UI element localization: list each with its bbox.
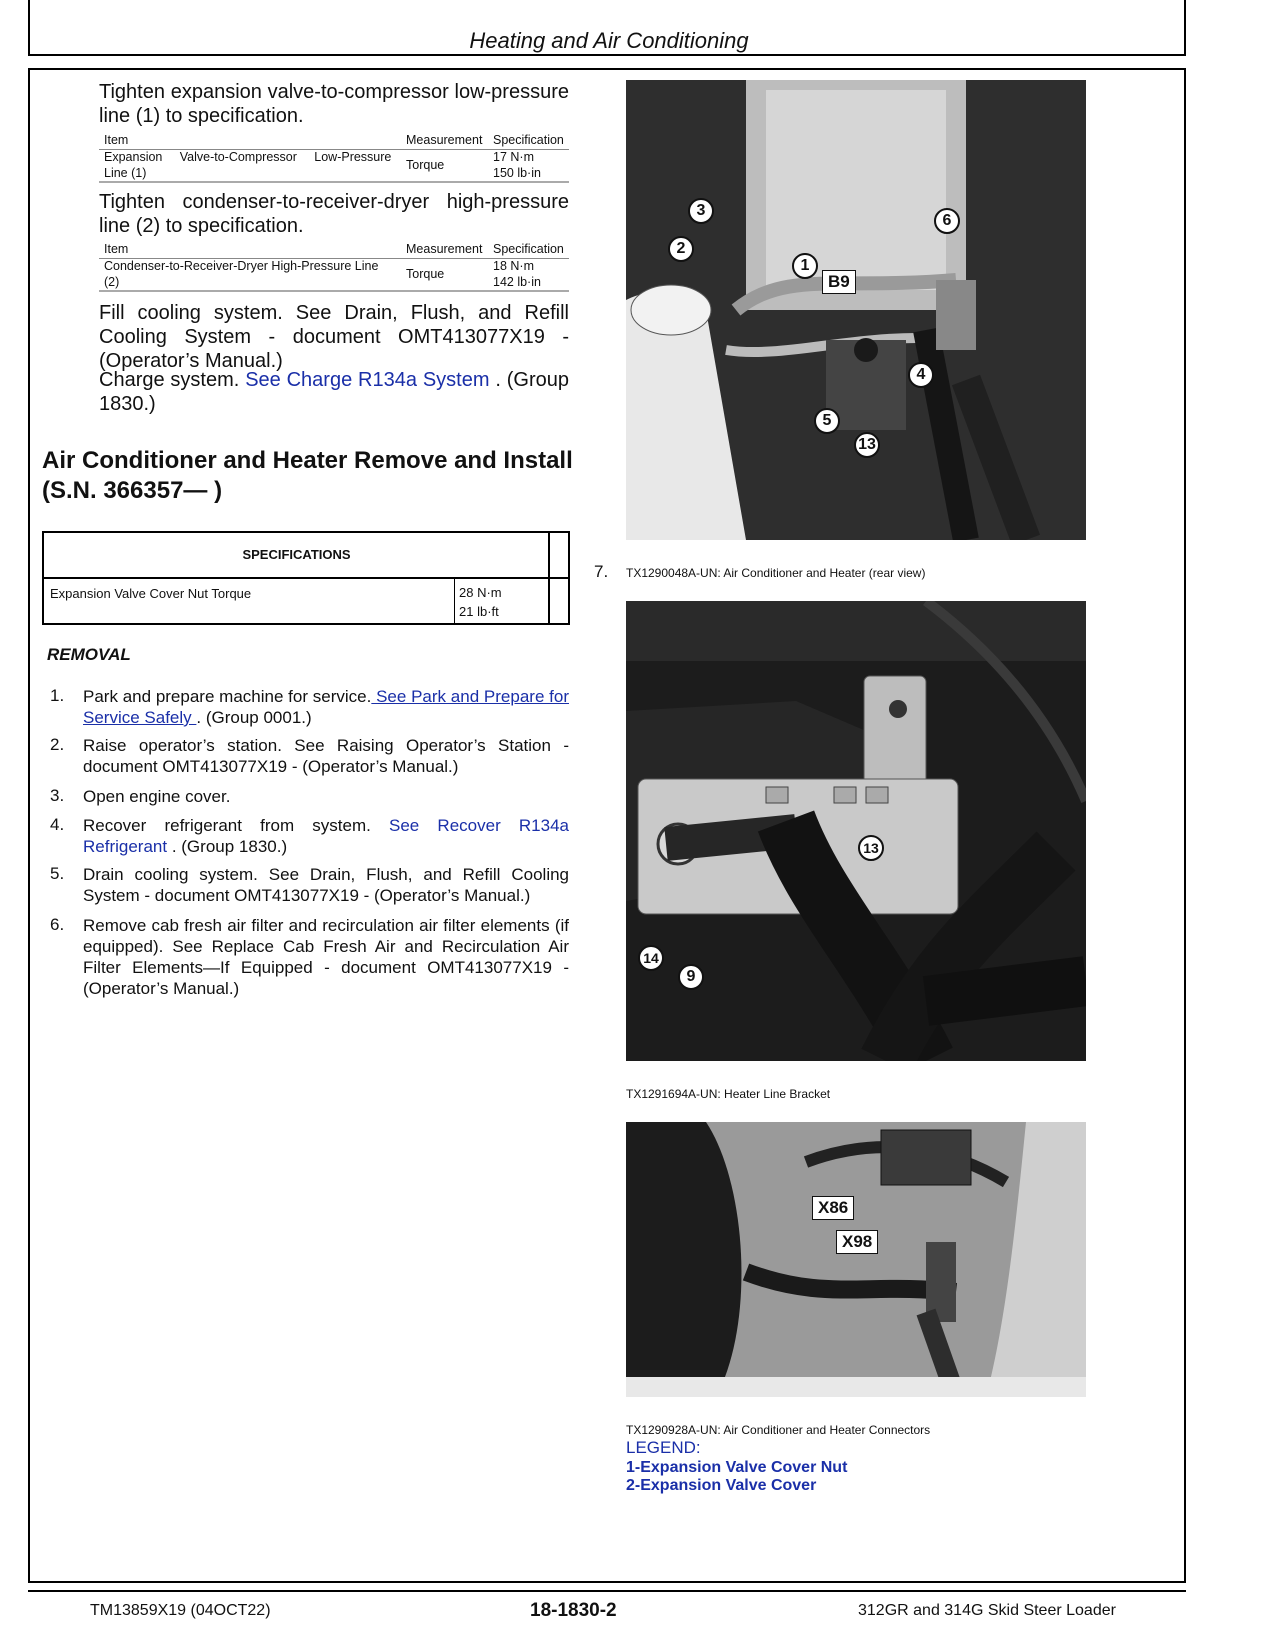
callout-5: 5 xyxy=(814,408,840,434)
label-b9: B9 xyxy=(822,270,856,294)
legend-item: 2-Expansion Valve Cover xyxy=(626,1477,817,1494)
table-cell-item: Expansion Valve-to-Compressor Low-Pressure xyxy=(104,150,392,164)
step-number: 6. xyxy=(50,915,65,934)
callout-6: 6 xyxy=(934,208,960,234)
table-cell-item-2: (2) xyxy=(104,275,120,289)
step-number: 4. xyxy=(50,815,65,834)
table-cell-item: Condenser-to-Receiver-Dryer High-Pressure Line xyxy=(104,259,379,273)
step-text: Recover refrigerant from system. xyxy=(83,816,371,835)
figure-2-caption: TX1291694A-UN: Heater Line Bracket xyxy=(626,1087,831,1101)
table-cell-spec-imperial: 150 lb·in xyxy=(493,166,541,180)
step-number: 3. xyxy=(50,786,65,805)
section-title-line-2: (S.N. 366357— ) xyxy=(42,477,223,504)
paragraph-text: Charge system. xyxy=(99,369,240,391)
photo-illustration xyxy=(626,1122,1086,1397)
table-cell-measurement: Torque xyxy=(406,267,445,281)
park-and-prepare-link[interactable]: See Park and Prepare for Service Safely xyxy=(83,687,569,727)
callout-14: 14 xyxy=(638,945,664,971)
table-header-specification: Specification xyxy=(493,242,564,256)
callout-13: 13 xyxy=(854,432,880,458)
table-divider xyxy=(454,577,455,623)
step-number: 7. xyxy=(594,562,609,581)
section-title-line-1: Air Conditioner and Heater Remove and Install xyxy=(42,447,573,474)
table-rule-bottom xyxy=(99,181,569,183)
connector-label-x86: X86 xyxy=(812,1196,854,1220)
table-header-item: Item xyxy=(104,242,129,256)
table-cell-item-2: Line (1) xyxy=(104,166,147,180)
figure-1-caption: TX1290048A-UN: Air Conditioner and Heater (rear view) xyxy=(626,566,926,580)
intro-paragraph-3: Fill cooling system. See Drain, Flush, and Refill Cooling System - document OMT413077X19 - (Operator’s Manual.) xyxy=(99,302,569,372)
callout-4: 4 xyxy=(908,362,934,388)
product-name: 312GR and 314G Skid Steer Loader xyxy=(858,1602,1116,1619)
ac-heater-rear-view-photo xyxy=(626,80,1086,540)
intro-paragraph-2: Tighten condenser-to-receiver-dryer high-pressure line (2) to specification. xyxy=(99,191,569,237)
callout-2: 2 xyxy=(668,236,694,262)
photo-illustration xyxy=(626,80,1086,540)
step-2: Raise operator’s station. See Raising Operator’s Station - document OMT413077X19 - (Operator’s Manual.) xyxy=(83,736,569,776)
callout-13: 13 xyxy=(858,835,884,861)
callout-9: 9 xyxy=(678,964,704,990)
step-text: Park and prepare machine for service. xyxy=(83,687,372,706)
step-number: 5. xyxy=(50,864,65,883)
table-cell-spec-metric: 17 N·m xyxy=(493,150,534,164)
specifications-table xyxy=(42,531,570,625)
connector-label-x98: X98 xyxy=(836,1230,878,1254)
step-text: . (Group 1830.) xyxy=(171,837,288,856)
section-title xyxy=(42,446,573,506)
table-rule-bottom xyxy=(99,290,569,292)
charge-system-link[interactable]: See Charge R134a System xyxy=(245,369,490,391)
document-id: TM13859X19 (04OCT22) xyxy=(90,1602,271,1619)
step-5: Drain cooling system. See Drain, Flush, and Refill Cooling System - document OMT413077X19 - (Operator’s Manual.) xyxy=(83,865,569,905)
step-number: 1. xyxy=(50,686,65,705)
page-title: Heating and Air Conditioning xyxy=(469,28,749,53)
step-3: Open engine cover. xyxy=(83,787,231,806)
recover-refrigerant-link[interactable]: See Recover R134a Refrigerant xyxy=(83,816,569,856)
legend-heading: LEGEND: xyxy=(626,1438,701,1457)
heater-line-bracket-photo xyxy=(626,601,1086,1061)
step-6: Remove cab fresh air filter and recirculation air filter elements (if equipped). See Replace Cab Fresh Air and Recirculation Air Filter Elements—If Equipped - document OMT413077X19 - (Operator’s Manual.) xyxy=(83,916,569,998)
specifications-header: SPECIFICATIONS xyxy=(242,547,351,562)
spec-value-metric: 28 N·m xyxy=(459,585,502,600)
removal-heading: REMOVAL xyxy=(47,645,131,664)
table-header-item: Item xyxy=(104,133,129,147)
table-cell-spec-metric: 18 N·m xyxy=(493,259,534,273)
spec-row-label: Expansion Valve Cover Nut Torque xyxy=(50,586,252,601)
step-number: 2. xyxy=(50,735,65,754)
photo-illustration xyxy=(626,601,1086,1061)
torque-table-1 xyxy=(99,133,569,183)
spec-value-imperial: 21 lb·ft xyxy=(459,604,499,619)
table-header-measurement: Measurement xyxy=(406,133,483,147)
table-header-measurement: Measurement xyxy=(406,242,483,256)
step-text: . (Group 0001.) xyxy=(196,708,312,727)
step-1 xyxy=(83,686,569,728)
step-4 xyxy=(83,815,569,857)
figure-3-caption: TX1290928A-UN: Air Conditioner and Heater Connectors xyxy=(626,1423,931,1437)
table-cell-measurement: Torque xyxy=(406,158,445,172)
callout-3: 3 xyxy=(688,198,714,224)
table-divider xyxy=(44,577,568,579)
intro-paragraph-4 xyxy=(99,368,569,416)
ac-heater-connectors-photo xyxy=(626,1122,1086,1397)
torque-table-2 xyxy=(99,242,569,292)
table-cell-spec-imperial: 142 lb·in xyxy=(493,275,541,289)
table-header-specification: Specification xyxy=(493,133,564,147)
footer-rule xyxy=(28,1590,1186,1592)
paragraph-text: . (Group 1830.) xyxy=(99,369,570,415)
callout-1: 1 xyxy=(792,253,818,279)
intro-paragraph-1: Tighten expansion valve-to-compressor low-pressure line (1) to specification. xyxy=(99,81,569,127)
legend-item: 1-Expansion Valve Cover Nut xyxy=(626,1459,848,1476)
page-number: 18-1830-2 xyxy=(530,1600,617,1621)
